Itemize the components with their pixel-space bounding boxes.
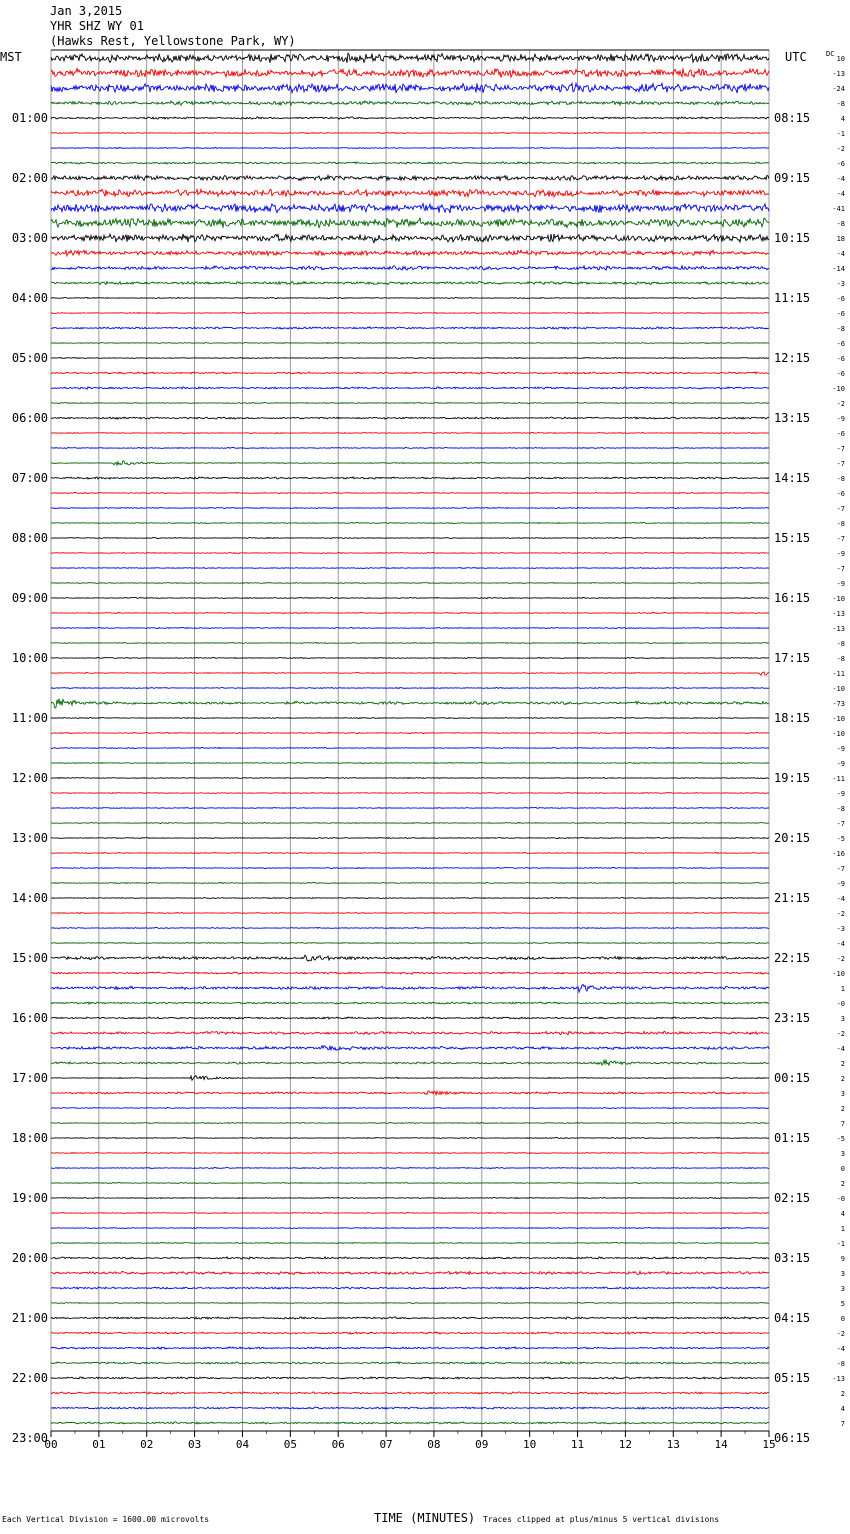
dc-offset-label: -14 xyxy=(832,265,845,273)
trace-group xyxy=(51,53,769,1424)
utc-hour-label: 13:15 xyxy=(774,411,811,425)
x-tick-label: 14 xyxy=(714,1438,728,1451)
seismic-trace xyxy=(51,68,769,77)
seismic-trace xyxy=(51,1046,769,1051)
seismic-trace xyxy=(51,189,769,197)
seismic-trace xyxy=(51,657,769,658)
seismic-trace xyxy=(51,972,769,974)
dc-offset-label: -7 xyxy=(836,460,845,468)
mst-hour-label: 08:00 xyxy=(11,531,48,545)
seismic-trace xyxy=(51,538,769,539)
seismic-trace xyxy=(51,1198,769,1199)
dc-offset-label: 0 xyxy=(840,1315,845,1323)
dc-offset-label: -8 xyxy=(836,220,845,228)
dc-offset-label: 4 xyxy=(840,1405,845,1413)
dc-offset-label: 2 xyxy=(840,1105,845,1113)
seismic-trace xyxy=(51,853,769,854)
seismic-trace xyxy=(51,1123,769,1124)
seismic-trace xyxy=(51,807,769,808)
seismic-trace xyxy=(51,1407,769,1409)
x-tick-label: 07 xyxy=(379,1438,393,1451)
dc-offset-label: -3 xyxy=(836,280,845,288)
seismic-trace xyxy=(51,699,769,709)
seismic-trace xyxy=(51,147,769,148)
dc-offset-label: -6 xyxy=(836,490,845,498)
seismic-trace xyxy=(51,357,769,358)
dc-offset-label: -10 xyxy=(832,970,845,978)
utc-hour-label: 04:15 xyxy=(774,1311,811,1325)
dc-offset-label: -16 xyxy=(832,850,845,858)
seismic-trace xyxy=(51,1152,769,1153)
seismic-trace xyxy=(51,1168,769,1169)
dc-offset-label: -8 xyxy=(836,100,845,108)
mst-hour-label: 14:00 xyxy=(11,891,48,905)
seismic-trace xyxy=(51,433,769,434)
dc-offset-label: -9 xyxy=(836,415,845,423)
dc-offset-label: -6 xyxy=(836,310,845,318)
date-label: Jan 3,2015 xyxy=(50,4,123,18)
dc-offset-label: -13 xyxy=(832,1375,845,1383)
dc-offset-label: -6 xyxy=(836,430,845,438)
dc-offset-label: 1 xyxy=(840,1225,845,1233)
seismic-trace xyxy=(51,461,769,466)
dc-offset-label: -1 xyxy=(836,1240,845,1248)
dc-offset-label: -6 xyxy=(836,160,845,168)
dc-offset-label: -73 xyxy=(832,700,845,708)
seismic-trace xyxy=(51,898,769,899)
seismic-trace xyxy=(51,313,769,314)
dc-offset-label: -2 xyxy=(836,1330,845,1338)
seismic-trace xyxy=(51,942,769,943)
mst-hour-label: 21:00 xyxy=(11,1311,48,1325)
dc-offset-label: -13 xyxy=(832,625,845,633)
utc-hour-label: 19:15 xyxy=(774,771,811,785)
seismic-trace xyxy=(51,628,769,629)
dc-offset-label: 4 xyxy=(840,115,845,123)
utc-axis-label: UTC xyxy=(785,50,807,64)
dc-offset-label: 5 xyxy=(840,1300,845,1308)
seismic-trace xyxy=(51,53,769,63)
seismic-trace xyxy=(51,955,769,961)
mst-hour-label: 04:00 xyxy=(11,291,48,305)
seismic-trace xyxy=(51,778,769,779)
axis-labels xyxy=(12,55,845,1451)
seismic-trace xyxy=(51,1317,769,1319)
seismic-trace xyxy=(51,1287,769,1289)
utc-hour-label: 17:15 xyxy=(774,651,811,665)
dc-offset-label: -10 xyxy=(832,385,845,393)
utc-hour-label: 15:15 xyxy=(774,531,811,545)
dc-offset-label: 3 xyxy=(840,1015,845,1023)
x-tick-label: 12 xyxy=(618,1438,633,1451)
mst-hour-label: 16:00 xyxy=(11,1011,48,1025)
seismic-trace xyxy=(51,822,769,823)
dc-offset-label: -4 xyxy=(836,190,845,198)
utc-hour-label: 12:15 xyxy=(774,351,811,365)
seismic-trace xyxy=(51,1302,769,1303)
mst-hour-label: 12:00 xyxy=(11,771,48,785)
seismic-trace xyxy=(51,1228,769,1229)
utc-hour-label: 03:15 xyxy=(774,1251,811,1265)
utc-hour-label: 10:15 xyxy=(774,231,811,245)
seismic-trace xyxy=(51,133,769,134)
dc-offset-label: -7 xyxy=(836,505,845,513)
mst-hour-label: 23:00 xyxy=(11,1431,48,1445)
dc-offset-label: 2 xyxy=(840,1075,845,1083)
dc-offset-label: -10 xyxy=(832,730,845,738)
mst-hour-label: 09:00 xyxy=(11,591,48,605)
seismic-trace xyxy=(51,477,769,479)
dc-offset-label: -9 xyxy=(836,745,845,753)
seismic-trace xyxy=(51,643,769,644)
x-tick-label: 06 xyxy=(331,1438,345,1451)
mst-hour-label: 11:00 xyxy=(11,711,48,725)
dc-offset-label: -10 xyxy=(832,595,845,603)
seismic-trace xyxy=(51,162,769,164)
seismic-trace xyxy=(51,266,769,270)
mst-hour-label: 05:00 xyxy=(11,351,48,365)
dc-offset-label: 18 xyxy=(836,235,845,243)
x-tick-label: 04 xyxy=(235,1438,250,1451)
x-tick-label: 03 xyxy=(187,1438,202,1451)
utc-hour-label: 21:15 xyxy=(774,891,811,905)
utc-hour-label: 09:15 xyxy=(774,171,811,185)
seismic-trace xyxy=(51,492,769,493)
seismic-trace xyxy=(51,613,769,614)
seismic-trace xyxy=(51,1213,769,1214)
mst-hour-label: 20:00 xyxy=(11,1251,48,1265)
dc-offset-label: -2 xyxy=(836,910,845,918)
seismic-trace xyxy=(51,984,769,992)
dc-offset-label: -4 xyxy=(836,1045,845,1053)
dc-offset-label: -3 xyxy=(836,925,845,933)
utc-hour-label: 01:15 xyxy=(774,1131,811,1145)
dc-offset-label: -13 xyxy=(832,610,845,618)
dc-offset-label: -2 xyxy=(836,400,845,408)
dc-offset-label: -0 xyxy=(836,1195,845,1203)
seismic-trace xyxy=(51,1002,769,1004)
dc-offset-label: -2 xyxy=(836,955,845,963)
seismic-trace xyxy=(51,598,769,599)
seismic-trace xyxy=(51,882,769,883)
dc-offset-label: 2 xyxy=(840,1060,845,1068)
dc-offset-label: 7 xyxy=(840,1120,845,1128)
seismic-trace xyxy=(51,1392,769,1394)
utc-hour-label: 05:15 xyxy=(774,1371,811,1385)
seismic-trace xyxy=(51,1183,769,1184)
dc-offset-label: -24 xyxy=(832,85,845,93)
dc-offset-label: 3 xyxy=(840,1090,845,1098)
mst-hour-label: 13:00 xyxy=(11,831,48,845)
dc-offset-label: -7 xyxy=(836,535,845,543)
mst-hour-label: 01:00 xyxy=(11,111,48,125)
dc-offset-label: -11 xyxy=(832,670,845,678)
seismic-trace xyxy=(51,281,769,284)
dc-axis-label: DC xyxy=(826,50,835,58)
dc-offset-label: 0 xyxy=(840,1165,845,1173)
seismic-trace xyxy=(51,792,769,793)
seismic-trace xyxy=(51,448,769,449)
seismic-trace xyxy=(51,748,769,749)
dc-offset-label: -7 xyxy=(836,865,845,873)
x-axis-title: TIME (MINUTES) xyxy=(374,1511,476,1525)
dc-offset-label: -8 xyxy=(836,325,845,333)
seismic-trace xyxy=(51,733,769,734)
seismic-trace xyxy=(51,1242,769,1243)
seismic-trace xyxy=(51,672,769,675)
clip-note: Traces clipped at plus/minus 5 vertical divisions xyxy=(483,1515,720,1524)
x-tick-label: 13 xyxy=(666,1438,680,1451)
seismic-trace xyxy=(51,1076,769,1081)
dc-offset-label: -41 xyxy=(832,205,845,213)
dc-offset-label: -5 xyxy=(836,835,845,843)
utc-hour-label: 16:15 xyxy=(774,591,811,605)
seismic-trace xyxy=(51,1017,769,1019)
dc-offset-label: -6 xyxy=(836,355,845,363)
dc-offset-label: -6 xyxy=(836,295,845,303)
dc-offset-label: -8 xyxy=(836,1360,845,1368)
utc-hour-label: 06:15 xyxy=(774,1431,811,1445)
seismic-trace xyxy=(51,523,769,524)
seismic-trace xyxy=(51,1257,769,1259)
dc-offset-label: -4 xyxy=(836,895,845,903)
dc-offset-label: -9 xyxy=(836,760,845,768)
seismic-trace xyxy=(51,175,769,180)
dc-offset-label: -4 xyxy=(836,175,845,183)
dc-offset-label: -8 xyxy=(836,475,845,483)
dc-offset-label: -7 xyxy=(836,445,845,453)
dc-offset-label: -11 xyxy=(832,775,845,783)
dc-offset-label: 7 xyxy=(840,1420,845,1428)
x-tick-label: 05 xyxy=(283,1438,297,1451)
seismic-trace xyxy=(51,83,769,93)
mst-hour-label: 03:00 xyxy=(11,231,48,245)
dc-offset-label: -9 xyxy=(836,790,845,798)
dc-offset-label: -9 xyxy=(836,550,845,558)
dc-offset-label: -8 xyxy=(836,805,845,813)
utc-hour-label: 02:15 xyxy=(774,1191,811,1205)
grid-lines xyxy=(51,50,769,1437)
dc-offset-label: 2 xyxy=(840,1180,845,1188)
seismic-trace xyxy=(51,508,769,509)
seismic-trace xyxy=(51,387,769,389)
x-tick-label: 08 xyxy=(427,1438,441,1451)
utc-hour-label: 14:15 xyxy=(774,471,811,485)
dc-offset-label: -9 xyxy=(836,580,845,588)
seismic-trace xyxy=(51,838,769,839)
utc-hour-label: 00:15 xyxy=(774,1071,811,1085)
location-label: (Hawks Rest, Yellowstone Park, WY) xyxy=(50,34,296,48)
scale-note: Each Vertical Division = 1600.00 microvolts xyxy=(2,1515,210,1524)
dc-offset-label: 10 xyxy=(836,55,845,63)
mst-hour-label: 10:00 xyxy=(11,651,48,665)
mst-hour-label: 19:00 xyxy=(11,1191,48,1205)
dc-offset-label: -4 xyxy=(836,1345,845,1353)
dc-offset-label: -0 xyxy=(836,1000,845,1008)
dc-offset-label: -5 xyxy=(836,1135,845,1143)
dc-offset-label: -2 xyxy=(836,145,845,153)
seismic-trace xyxy=(51,101,769,105)
x-tick-label: 02 xyxy=(140,1438,154,1451)
seismic-trace xyxy=(51,1362,769,1364)
seismic-trace xyxy=(51,718,769,719)
seismic-trace xyxy=(51,1060,769,1065)
seismic-trace xyxy=(51,1137,769,1138)
seismic-trace xyxy=(51,762,769,763)
seismic-trace xyxy=(51,204,769,213)
seismic-trace xyxy=(51,1422,769,1424)
x-tick-label: 09 xyxy=(475,1438,489,1451)
seismic-trace xyxy=(51,403,769,404)
x-tick-label: 11 xyxy=(570,1438,585,1451)
dc-offset-label: 4 xyxy=(840,1210,845,1218)
seismic-trace xyxy=(51,688,769,689)
dc-offset-label: -10 xyxy=(832,685,845,693)
seismic-trace xyxy=(51,552,769,553)
seismic-trace xyxy=(51,868,769,869)
seismic-trace xyxy=(51,1091,769,1095)
mst-hour-label: 17:00 xyxy=(11,1071,48,1085)
dc-offset-label: -4 xyxy=(836,250,845,258)
utc-hour-label: 22:15 xyxy=(774,951,811,965)
x-tick-label: 15 xyxy=(762,1438,776,1451)
utc-hour-label: 23:15 xyxy=(774,1011,811,1025)
dc-offset-label: 2 xyxy=(840,1390,845,1398)
x-tick-label: 10 xyxy=(523,1438,537,1451)
seismic-trace xyxy=(51,927,769,928)
seismic-trace xyxy=(51,218,769,228)
seismic-trace xyxy=(51,343,769,344)
seismic-trace xyxy=(51,1108,769,1109)
x-tick-label: 01 xyxy=(92,1438,106,1451)
mst-hour-label: 18:00 xyxy=(11,1131,48,1145)
mst-hour-label: 02:00 xyxy=(11,171,48,185)
mst-hour-label: 07:00 xyxy=(11,471,48,485)
mst-hour-label: 22:00 xyxy=(11,1371,48,1385)
seismic-trace xyxy=(51,372,769,374)
utc-hour-label: 08:15 xyxy=(774,111,811,125)
mst-hour-label: 15:00 xyxy=(11,951,48,965)
seismic-trace xyxy=(51,1332,769,1334)
dc-offset-label: -6 xyxy=(836,370,845,378)
seismic-trace xyxy=(51,327,769,329)
dc-offset-label: 3 xyxy=(840,1285,845,1293)
dc-offset-label: 9 xyxy=(840,1255,845,1263)
seismic-trace xyxy=(51,1031,769,1035)
dc-offset-label: 1 xyxy=(840,985,845,993)
dc-offset-label: 3 xyxy=(840,1270,845,1278)
dc-offset-label: -13 xyxy=(832,70,845,78)
x-tick-label: 00 xyxy=(44,1438,58,1451)
mst-hour-label: 06:00 xyxy=(11,411,48,425)
dc-offset-label: -9 xyxy=(836,880,845,888)
utc-hour-label: 18:15 xyxy=(774,711,811,725)
dc-offset-label: -1 xyxy=(836,130,845,138)
seismic-trace xyxy=(51,1347,769,1349)
utc-hour-label: 11:15 xyxy=(774,291,811,305)
dc-offset-label: -6 xyxy=(836,340,845,348)
dc-offset-label: -8 xyxy=(836,640,845,648)
mst-axis-label: MST xyxy=(0,50,22,64)
seismic-trace xyxy=(51,1377,769,1379)
station-label: YHR SHZ WY 01 xyxy=(50,19,144,33)
seismic-trace xyxy=(51,417,769,419)
dc-offset-label: -2 xyxy=(836,1030,845,1038)
seismic-trace xyxy=(51,1271,769,1274)
utc-hour-label: 20:15 xyxy=(774,831,811,845)
dc-offset-label: 3 xyxy=(840,1150,845,1158)
dc-offset-label: -7 xyxy=(836,565,845,573)
seismic-trace xyxy=(51,250,769,256)
seismic-trace xyxy=(51,568,769,569)
seismic-trace xyxy=(51,117,769,119)
dc-offset-label: -7 xyxy=(836,820,845,828)
seismic-trace xyxy=(51,298,769,299)
seismic-trace xyxy=(51,582,769,583)
seismic-trace xyxy=(51,912,769,913)
dc-offset-label: -4 xyxy=(836,940,845,948)
dc-offset-label: -10 xyxy=(832,715,845,723)
seismic-trace xyxy=(51,234,769,243)
dc-offset-label: -8 xyxy=(836,655,845,663)
dc-offset-label: -8 xyxy=(836,520,845,528)
